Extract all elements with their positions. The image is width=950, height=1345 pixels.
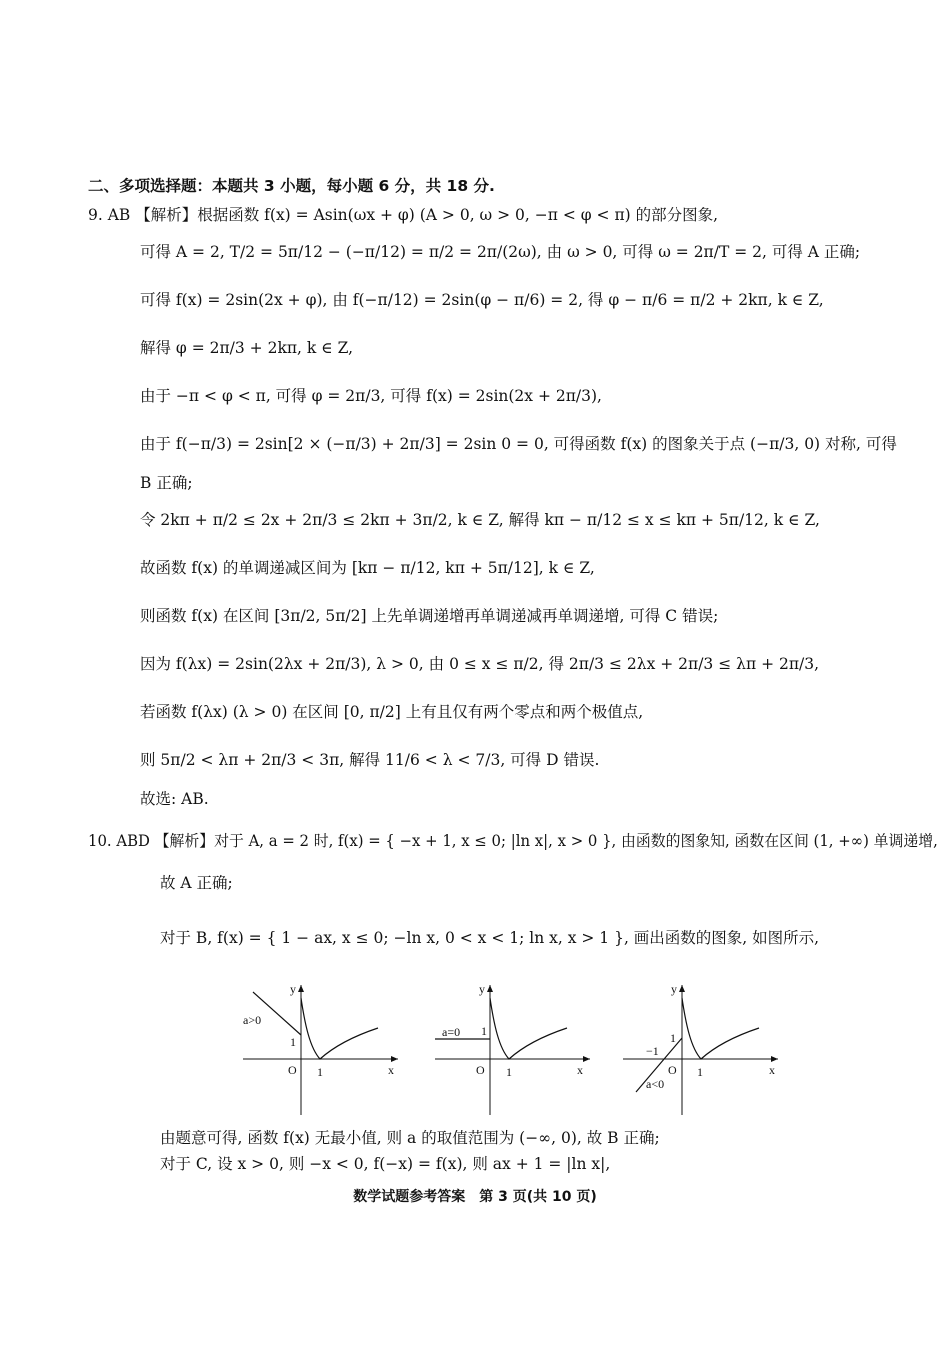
graph-a-zero	[430, 980, 595, 1120]
x-label: x	[577, 1063, 583, 1077]
q9-line-3: 解得 φ = 2π/3 + 2kπ, k ∈ Z,	[140, 339, 354, 357]
q9-line-2: 可得 f(x) = 2sin(2x + φ), 由 f(−π/12) = 2sin(φ − π/6) = 2, 得 φ − π/6 = π/2 + 2kπ, k ∈ Z,	[140, 291, 824, 309]
a-label: a>0	[243, 1013, 262, 1027]
q10-line-3: 由题意可得, 函数 f(x) 无最小值, 则 a 的取值范围为 (−∞, 0), 故 B 正确;	[160, 1129, 660, 1147]
q9-line-13: 故选: AB.	[140, 790, 209, 808]
one-y-label: 1	[670, 1031, 676, 1045]
x-label: x	[769, 1063, 775, 1077]
section-heading: 二、多项选择题：本题共 3 小题，每小题 6 分，共 18 分.	[88, 177, 495, 195]
log-branch	[490, 998, 567, 1059]
a-label: a<0	[646, 1077, 665, 1091]
x-axis-arrow	[583, 1056, 590, 1062]
x-label: x	[388, 1063, 394, 1077]
q10-line-1: 故 A 正确;	[160, 874, 233, 892]
log-branch	[301, 998, 378, 1059]
graph-a-negative	[618, 980, 783, 1120]
q9-line-1: 可得 A = 2, T/2 = 5π/12 − (−π/12) = π/2 = 2π/(2ω), 由 ω > 0, 可得 ω = 2π/T = 2, 可得 A 正确;	[140, 243, 861, 261]
y-label: y	[671, 982, 677, 996]
one-x-label: 1	[697, 1065, 703, 1079]
one-x-label: 1	[506, 1065, 512, 1079]
one-x-label: 1	[317, 1065, 323, 1079]
q10-line-2: 对于 B, f(x) = { 1 − ax, x ≤ 0; −ln x, 0 < x < 1; ln x, x > 1 }, 画出函数的图象, 如图所示,	[160, 929, 820, 947]
q9-line-12: 则 5π/2 < λπ + 2π/3 < 3π, 解得 11/6 < λ < 7/3, 可得 D 错误.	[140, 751, 600, 769]
x-axis-arrow	[771, 1056, 778, 1062]
q9-line-7: 令 2kπ + π/2 ≤ 2x + 2π/3 ≤ 2kπ + 3π/2, k ∈ Z, 解得 kπ − π/12 ≤ x ≤ kπ + 5π/12, k ∈ Z,	[140, 511, 820, 529]
y-label: y	[290, 982, 296, 996]
one-y-label: 1	[481, 1024, 487, 1038]
y-axis-arrow	[298, 985, 304, 992]
neg-one-label: −1	[646, 1044, 659, 1058]
y-axis-arrow	[679, 985, 685, 992]
x-axis-arrow	[391, 1056, 398, 1062]
page-footer: 数学试题参考答案 第 3 页(共 10 页)	[353, 1189, 597, 1205]
q9-line-6: B 正确;	[140, 474, 193, 492]
graph-a-positive	[238, 980, 403, 1120]
y-axis-arrow	[487, 985, 493, 992]
a-label: a=0	[442, 1025, 461, 1039]
q10-line-4: 对于 C, 设 x > 0, 则 −x < 0, f(−x) = f(x), 则 ax + 1 = |ln x|,	[160, 1155, 611, 1173]
q9-line-11: 若函数 f(λx) (λ > 0) 在区间 [0, π/2] 上有且仅有两个零点和两个极值点,	[140, 703, 644, 721]
q9-line-9: 则函数 f(x) 在区间 [3π/2, 5π/2] 上先单调递增再单调递减再单调递增, 可得 C 错误;	[140, 607, 719, 625]
q9-line-0: 9. AB 【解析】根据函数 f(x) = Asin(ωx + φ) (A > 0, ω > 0, −π < φ < π) 的部分图象,	[88, 206, 719, 224]
log-branch	[682, 998, 759, 1059]
origin-label: O	[668, 1063, 677, 1077]
q9-line-5: 由于 f(−π/3) = 2sin[2 × (−π/3) + 2π/3] = 2sin 0 = 0, 可得函数 f(x) 的图象关于点 (−π/3, 0) 对称, 可得	[140, 435, 897, 453]
one-y-label: 1	[290, 1035, 296, 1049]
origin-label: O	[288, 1063, 297, 1077]
y-label: y	[479, 982, 485, 996]
q10-line-0: 10. ABD 【解析】对于 A, a = 2 时, f(x) = { −x + 1, x ≤ 0; |ln x|, x > 0 }, 由函数的图象知, 函数在区间 (1, +∞) 单调递增,	[88, 832, 938, 850]
origin-label: O	[476, 1063, 485, 1077]
q9-line-8: 故函数 f(x) 的单调递减区间为 [kπ − π/12, kπ + 5π/12], k ∈ Z,	[140, 559, 595, 577]
q9-line-4: 由于 −π < φ < π, 可得 φ = 2π/3, 可得 f(x) = 2sin(2x + 2π/3),	[140, 387, 602, 405]
q9-line-10: 因为 f(λx) = 2sin(2λx + 2π/3), λ > 0, 由 0 ≤ x ≤ π/2, 得 2π/3 ≤ 2λx + 2π/3 ≤ λπ + 2π/3,	[140, 655, 820, 673]
